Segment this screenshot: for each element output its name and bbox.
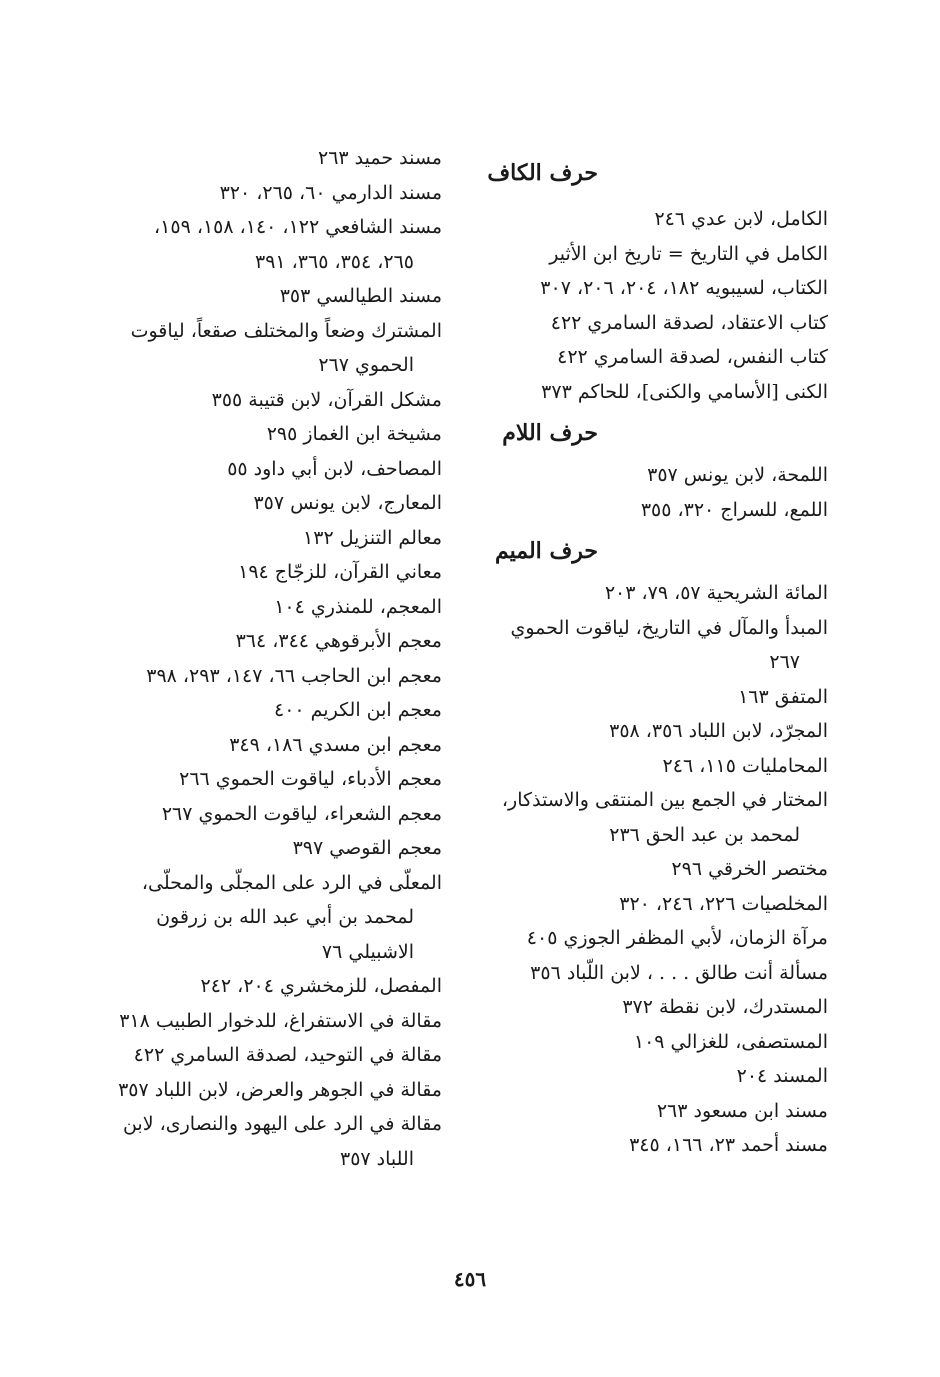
index-entry-continuation: الحموي ٢٦٧: [318, 354, 414, 376]
index-entry: المسند ٢٠٤: [736, 1065, 828, 1087]
index-entry-continuation: ٢٦٥، ٣٥٤، ٣٦٥، ٣٩١: [254, 250, 414, 273]
index-entry: اللمحة، لابن يونس ٣٥٧: [647, 464, 828, 486]
index-entry: مسند الطيالسي ٣٥٣: [279, 285, 442, 307]
index-entry: المعجم، للمنذري ١٠٤: [274, 595, 442, 618]
index-entry: كتاب النفس، لصدقة السامري ٤٢٢: [557, 346, 828, 368]
index-entry: مختصر الخرقي ٢٩٦: [671, 858, 828, 880]
index-entry: مشيخة ابن الغماز ٢٩٥: [266, 423, 442, 445]
index-entry: مسند حميد ٢٦٣: [318, 147, 442, 169]
index-entry: المصاحف، لابن أبي داود ٥٥: [227, 457, 442, 480]
index-entry: مقالة في الجوهر والعرض، لابن اللباد ٣٥٧: [118, 1078, 442, 1101]
index-entry-continuation: اللباد ٣٥٧: [339, 1147, 414, 1170]
index-entry: معجم القوصي ٣٩٧: [292, 837, 442, 859]
index-entry: المبدأ والمآل في التاريخ، لياقوت الحموي: [510, 616, 828, 639]
index-entry: معجم ابن الحاجب ٦٦، ١٤٧، ٢٩٣، ٣٩٨: [146, 664, 442, 687]
index-entry-continuation: ٢٦٧: [769, 651, 800, 673]
index-entry: كتاب الاعتقاد، لصدقة السامري ٤٢٢: [550, 311, 828, 334]
index-entry: المختار في الجمع بين المنتقى والاستذكار،: [501, 789, 828, 811]
index-entry: معجم الشعراء، لياقوت الحموي ٢٦٧: [161, 802, 442, 825]
index-entry: معجم ابن مسدي ١٨٦، ٣٤٩: [229, 733, 442, 756]
index-entry: الكامل، لابن عدي ٢٤٦: [654, 208, 828, 230]
section-heading-mim: حرف الميم: [494, 538, 598, 564]
index-entry-continuation: الاشبيلي ٧٦: [321, 940, 414, 963]
right-column: [458, 142, 828, 1163]
index-entry: مسند ابن مسعود ٢٦٣: [656, 1099, 828, 1122]
index-entry: المعارج، لابن يونس ٣٥٧: [253, 492, 442, 514]
index-entry: المستدرك، لابن نقطة ٣٧٢: [622, 996, 828, 1018]
index-entry: المجرّد، لابن اللباد ٣٥٦، ٣٥٨: [609, 720, 828, 742]
index-entry: مسألة أنت طالق . . . ، لابن اللّباد ٣٥٦: [530, 961, 828, 984]
index-entry: مسند الدارمي ٦٠، ٢٦٥، ٣٢٠: [219, 181, 442, 204]
index-entry: المائة الشريحية ٥٧، ٧٩، ٢٠٣: [604, 582, 828, 604]
index-entry: المفصل، للزمخشري ٢٠٤، ٢٤٢: [200, 975, 442, 997]
index-entry: الكنى [الأسامي والكنى]، للحاكم ٣٧٣: [541, 380, 828, 403]
index-entry: الكامل في التاريخ = تاريخ ابن الأثير: [549, 242, 828, 265]
section-heading-kaf: حرف الكاف: [487, 160, 598, 186]
index-entry: المعلّى في الرد على المجلّى والمحلّى،: [141, 871, 442, 894]
index-entry: مشكل القرآن، لابن قتيبة ٣٥٥: [211, 388, 442, 411]
index-entry: المستصفى، للغزالي ١٠٩: [633, 1030, 828, 1053]
section-heading-lam: حرف اللام: [502, 420, 598, 446]
index-entry: معجم ابن الكريم ٤٠٠: [273, 699, 442, 721]
index-entry: مقالة في الرد على اليهود والنصارى، لابن: [122, 1113, 442, 1135]
index-entry: المشترك وضعاً والمختلف صقعاً، لياقوت: [130, 319, 442, 342]
index-entry: مسند الشافعي ١٢٢، ١٤٠، ١٥٨، ١٥٩،: [154, 216, 442, 238]
index-entry: الكتاب، لسيبويه ١٨٢، ٢٠٤، ٢٠٦، ٣٠٧: [540, 277, 828, 299]
index-entry: معجم الأبرقوهي ٣٤٤، ٣٦٤: [235, 630, 442, 652]
index-entry: مسند أحمد ٢٣، ١٦٦، ٣٤٥: [629, 1134, 828, 1156]
page-number: ٤٥٦: [453, 1267, 487, 1291]
index-entry-continuation: لمحمد بن عبد الحق ٢٣٦: [609, 823, 800, 846]
index-entry: معالم التنزيل ١٣٢: [303, 526, 442, 549]
left-column: [72, 141, 442, 1176]
index-entry: المخلصيات ٢٢٦، ٢٤٦، ٣٢٠: [619, 892, 828, 915]
index-entry-continuation: لمحمد بن أبي عبد الله بن زرقون: [156, 906, 414, 928]
index-entry: معجم الأدباء، لياقوت الحموي ٢٦٦: [179, 768, 442, 790]
index-entry: المحامليات ١١٥، ٢٤٦: [662, 754, 828, 777]
index-entry: مقالة في التوحيد، لصدقة السامري ٤٢٢: [133, 1044, 442, 1066]
index-entry: معاني القرآن، للزجّاج ١٩٤: [238, 561, 442, 583]
index-entry: مقالة في الاستفراغ، للدخوار الطبيب ٣١٨: [119, 1009, 442, 1032]
index-entry: المتفق ١٦٣: [738, 685, 828, 708]
index-entry: مرآة الزمان، لأبي المظفر الجوزي ٤٠٥: [526, 927, 828, 949]
index-entry: اللمع، للسراج ٣٢٠، ٣٥٥: [640, 498, 828, 521]
